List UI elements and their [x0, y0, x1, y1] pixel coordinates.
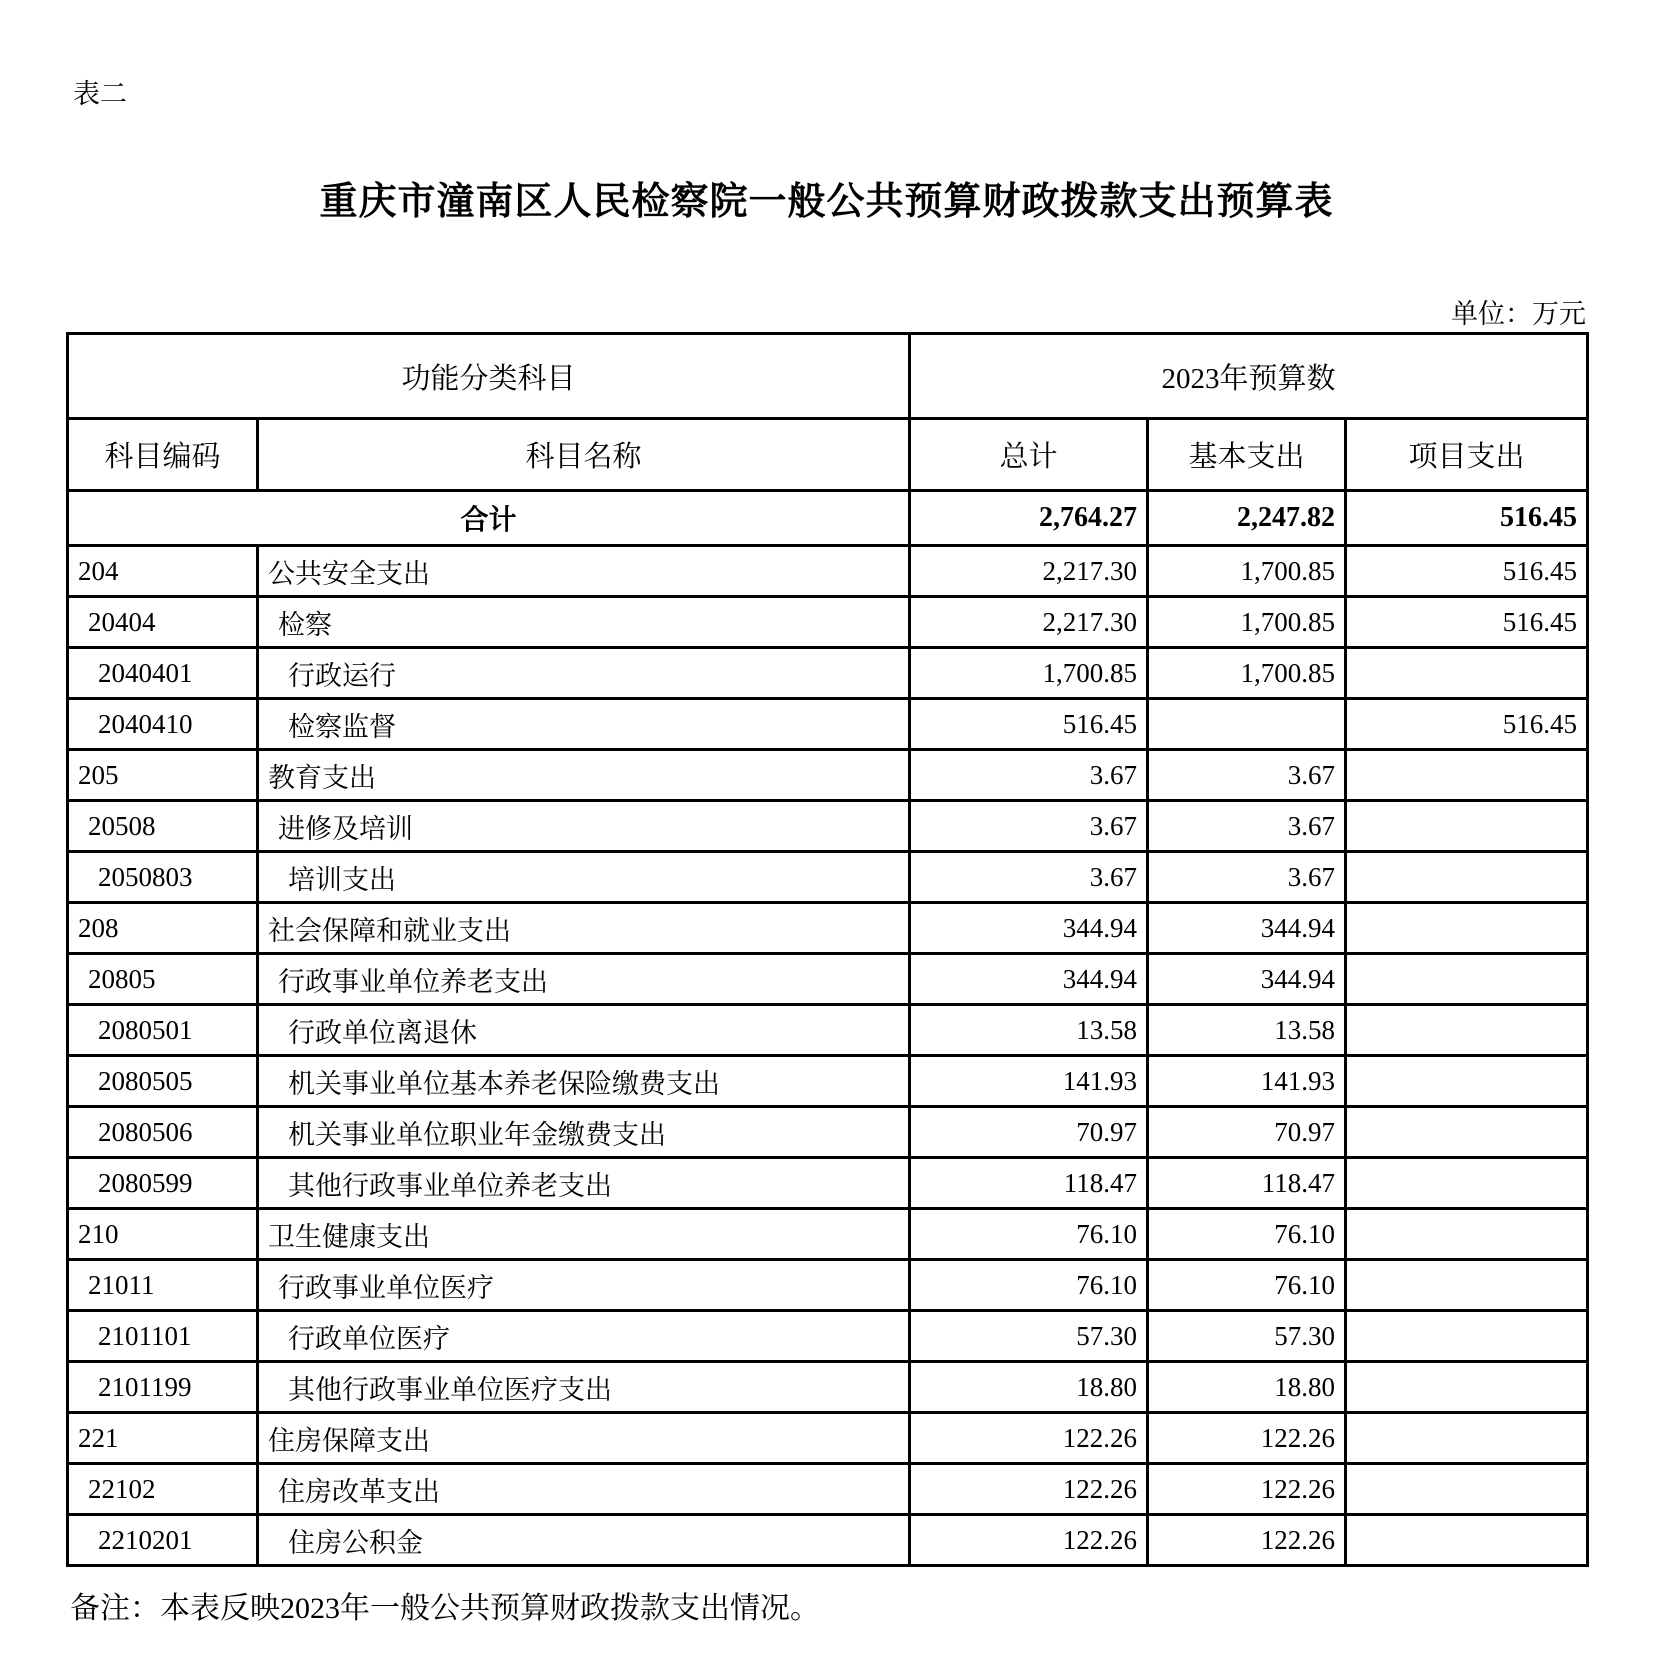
subject-code-cell: 2080506	[68, 1107, 258, 1158]
subject-name-cell: 检察	[258, 597, 910, 648]
total-value-cell: 2,217.30	[910, 597, 1148, 648]
budget-row	[68, 903, 1588, 954]
subject-code-cell: 221	[68, 1413, 258, 1464]
basic-expense-cell: 76.10	[1148, 1209, 1346, 1260]
project-expense-cell	[1346, 1260, 1588, 1311]
basic-expense-cell: 18.80	[1148, 1362, 1346, 1413]
subject-name-cell: 其他行政事业单位养老支出	[258, 1158, 910, 1209]
budget-row	[68, 750, 1588, 801]
budget-row	[68, 1107, 1588, 1158]
total-value-cell: 344.94	[910, 903, 1148, 954]
budget-row	[68, 1515, 1588, 1566]
project-expense-cell: 516.45	[1346, 699, 1588, 750]
total-value-cell: 70.97	[910, 1107, 1148, 1158]
subject-code-cell: 2080599	[68, 1158, 258, 1209]
subject-name-cell: 行政事业单位医疗	[258, 1260, 910, 1311]
total-value-cell: 57.30	[910, 1311, 1148, 1362]
budget-row	[68, 1260, 1588, 1311]
subject-code-cell: 21011	[68, 1260, 258, 1311]
basic-expense-cell: 3.67	[1148, 801, 1346, 852]
budget-row	[68, 1158, 1588, 1209]
budget-row	[68, 1209, 1588, 1260]
subject-code-cell: 2101199	[68, 1362, 258, 1413]
basic-expense-cell: 1,700.85	[1148, 597, 1346, 648]
table-label: 表二	[73, 79, 127, 109]
basic-expense-cell: 57.30	[1148, 1311, 1346, 1362]
subject-name-cell: 机关事业单位基本养老保险缴费支出	[258, 1056, 910, 1107]
header-group-budget: 2023年预算数	[910, 334, 1588, 419]
total-value-cell: 1,700.85	[910, 648, 1148, 699]
basic-expense-cell: 122.26	[1148, 1413, 1346, 1464]
header-col-total: 总计	[910, 419, 1148, 491]
total-value-cell: 76.10	[910, 1260, 1148, 1311]
project-expense-cell	[1346, 1107, 1588, 1158]
budget-row	[68, 1464, 1588, 1515]
subject-code-cell: 20805	[68, 954, 258, 1005]
subject-name-cell: 行政单位医疗	[258, 1311, 910, 1362]
total-value-cell: 3.67	[910, 852, 1148, 903]
project-expense-cell	[1346, 903, 1588, 954]
subject-name-cell: 行政单位离退休	[258, 1005, 910, 1056]
basic-expense-cell	[1148, 699, 1346, 750]
subject-code-cell: 2080501	[68, 1005, 258, 1056]
total-value-cell: 122.26	[910, 1515, 1148, 1566]
budget-row	[68, 699, 1588, 750]
subject-name-cell: 行政事业单位养老支出	[258, 954, 910, 1005]
subject-code-cell: 2040401	[68, 648, 258, 699]
basic-expense-cell: 1,700.85	[1148, 546, 1346, 597]
budget-row	[68, 852, 1588, 903]
project-expense-cell: 516.45	[1346, 597, 1588, 648]
header-col-name: 科目名称	[258, 419, 910, 491]
header-col-basic: 基本支出	[1148, 419, 1346, 491]
subject-name-cell: 行政运行	[258, 648, 910, 699]
project-expense-cell	[1346, 1515, 1588, 1566]
subject-code-cell: 20404	[68, 597, 258, 648]
subject-code-cell: 2050803	[68, 852, 258, 903]
subject-code-cell: 2210201	[68, 1515, 258, 1566]
header-group-function: 功能分类科目	[68, 334, 910, 419]
project-expense-cell	[1346, 648, 1588, 699]
basic-expense-cell: 76.10	[1148, 1260, 1346, 1311]
subject-name-cell: 进修及培训	[258, 801, 910, 852]
project-expense-cell	[1346, 1413, 1588, 1464]
subject-name-cell: 教育支出	[258, 750, 910, 801]
total-value-cell: 2,217.30	[910, 546, 1148, 597]
total-value-cell: 76.10	[910, 1209, 1148, 1260]
total-value-cell: 3.67	[910, 750, 1148, 801]
basic-expense-cell: 122.26	[1148, 1515, 1346, 1566]
total-row-label: 合计	[68, 491, 910, 546]
basic-expense-cell: 118.47	[1148, 1158, 1346, 1209]
subject-code-cell: 2101101	[68, 1311, 258, 1362]
subject-name-cell: 住房保障支出	[258, 1413, 910, 1464]
total-value-cell: 122.26	[910, 1464, 1148, 1515]
project-expense-cell	[1346, 1311, 1588, 1362]
basic-expense-cell: 1,700.85	[1148, 648, 1346, 699]
subject-name-cell: 公共安全支出	[258, 546, 910, 597]
total-value-cell: 13.58	[910, 1005, 1148, 1056]
project-expense-cell	[1346, 1362, 1588, 1413]
subject-code-cell: 208	[68, 903, 258, 954]
project-expense-cell: 516.45	[1346, 546, 1588, 597]
basic-expense-cell: 3.67	[1148, 750, 1346, 801]
project-expense-cell	[1346, 1056, 1588, 1107]
basic-expense-cell: 141.93	[1148, 1056, 1346, 1107]
budget-row	[68, 1311, 1588, 1362]
subject-code-cell: 20508	[68, 801, 258, 852]
budget-row	[68, 546, 1588, 597]
total-row-project-value: 516.45	[1346, 491, 1588, 546]
footnote: 备注：本表反映2023年一般公共预算财政拨款支出情况。	[70, 1592, 820, 1625]
total-value-cell: 3.67	[910, 801, 1148, 852]
total-row-basic-value: 2,247.82	[1148, 491, 1346, 546]
project-expense-cell	[1346, 750, 1588, 801]
total-value-cell: 516.45	[910, 699, 1148, 750]
basic-expense-cell: 344.94	[1148, 954, 1346, 1005]
total-value-cell: 141.93	[910, 1056, 1148, 1107]
subject-code-cell: 210	[68, 1209, 258, 1260]
basic-expense-cell: 344.94	[1148, 903, 1346, 954]
subject-name-cell: 住房公积金	[258, 1515, 910, 1566]
budget-row	[68, 954, 1588, 1005]
subject-code-cell: 204	[68, 546, 258, 597]
subject-name-cell: 机关事业单位职业年金缴费支出	[258, 1107, 910, 1158]
subject-code-cell: 2040410	[68, 699, 258, 750]
subject-name-cell: 培训支出	[258, 852, 910, 903]
budget-row	[68, 1362, 1588, 1413]
project-expense-cell	[1346, 1005, 1588, 1056]
project-expense-cell	[1346, 852, 1588, 903]
budget-row	[68, 801, 1588, 852]
unit-note: 单位：万元	[1451, 299, 1586, 329]
project-expense-cell	[1346, 1158, 1588, 1209]
header-columns-row	[68, 419, 1588, 491]
project-expense-cell	[1346, 1209, 1588, 1260]
budget-row	[68, 1005, 1588, 1056]
subject-name-cell: 社会保障和就业支出	[258, 903, 910, 954]
basic-expense-cell: 122.26	[1148, 1464, 1346, 1515]
project-expense-cell	[1346, 954, 1588, 1005]
total-value-cell: 344.94	[910, 954, 1148, 1005]
basic-expense-cell: 3.67	[1148, 852, 1346, 903]
budget-table	[66, 332, 1589, 1567]
budget-row	[68, 1413, 1588, 1464]
header-col-project: 项目支出	[1346, 419, 1588, 491]
budget-row	[68, 597, 1588, 648]
subject-name-cell: 检察监督	[258, 699, 910, 750]
total-row	[68, 491, 1588, 546]
subject-code-cell: 205	[68, 750, 258, 801]
total-value-cell: 18.80	[910, 1362, 1148, 1413]
subject-name-cell: 其他行政事业单位医疗支出	[258, 1362, 910, 1413]
header-group-row	[68, 334, 1588, 419]
basic-expense-cell: 70.97	[1148, 1107, 1346, 1158]
page-title: 重庆市潼南区人民检察院一般公共预算财政拨款支出预算表	[319, 181, 1334, 223]
project-expense-cell	[1346, 801, 1588, 852]
header-col-code: 科目编码	[68, 419, 258, 491]
total-value-cell: 122.26	[910, 1413, 1148, 1464]
basic-expense-cell: 13.58	[1148, 1005, 1346, 1056]
budget-row	[68, 648, 1588, 699]
total-value-cell: 118.47	[910, 1158, 1148, 1209]
project-expense-cell	[1346, 1464, 1588, 1515]
subject-code-cell: 22102	[68, 1464, 258, 1515]
subject-name-cell: 住房改革支出	[258, 1464, 910, 1515]
subject-name-cell: 卫生健康支出	[258, 1209, 910, 1260]
subject-code-cell: 2080505	[68, 1056, 258, 1107]
budget-row	[68, 1056, 1588, 1107]
total-row-total-value: 2,764.27	[910, 491, 1148, 546]
